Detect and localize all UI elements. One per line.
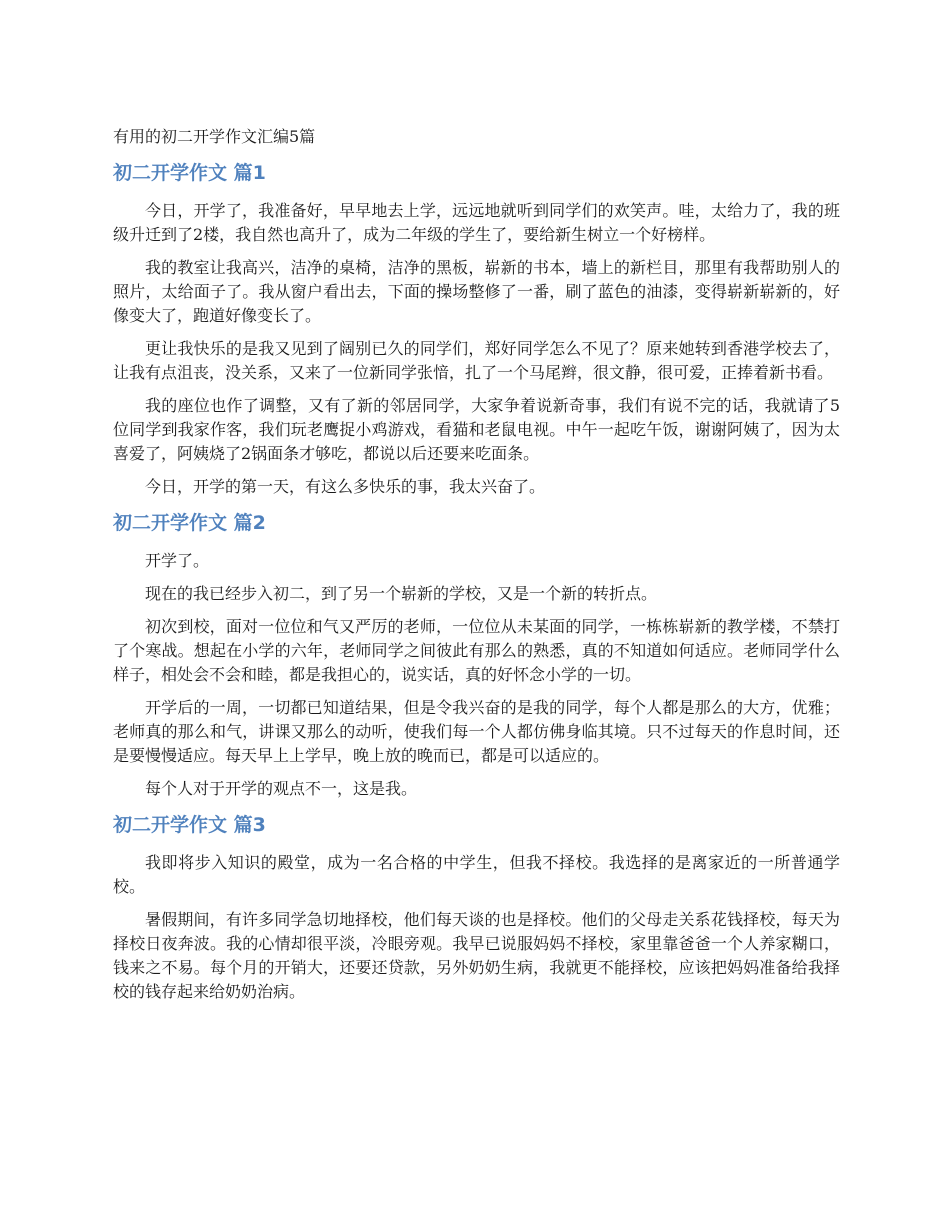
paragraph: 今日，开学了，我准备好，早早地去上学，远远地就听到同学们的欢笑声。哇，太给力了，我的班级升迁到了2楼，我自然也高升了，成为二年级的学生了，要给新生树立一个好榜样。 (113, 201, 840, 244)
paragraph: 暑假期间，有许多同学急切地择校，他们每天谈的也是择校。他们的父母走关系花钱择校，每天为择校日夜奔波。我的心情却很平淡，冷眼旁观。我早已说服妈妈不择校，家里靠爸爸一个人养家糊口，钱来之不易。每个月的开销大，还要还贷款，另外奶奶生病，我就更不能择校，应该把妈妈准备给我择校的钱存起来给奶奶治病。 (113, 910, 840, 1001)
document-page (113, 124, 840, 1015)
paragraph: 今日，开学的第一天，有这么多快乐的事，我太兴奋了。 (145, 477, 546, 496)
paragraph: 更让我快乐的是我又见到了阔别已久的同学们，郑好同学怎么不见了？原来她转到香港学校去了，让我有点沮丧，没关系，又来了一位新同学张愔，扎了一个马尾辫，很文静，很可爱，正捧着新书看。 (113, 339, 840, 382)
paragraph: 我即将步入知识的殿堂，成为一名合格的中学生，但我不择校。我选择的是离家近的一所普通学校。 (113, 853, 840, 896)
section-heading: 初二开学作文 篇2 (113, 512, 266, 534)
paragraph: 每个人对于开学的观点不一，这是我。 (145, 779, 418, 798)
section-heading: 初二开学作文 篇1 (113, 162, 266, 184)
paragraph: 我的教室让我高兴，洁净的桌椅，洁净的黑板，崭新的书本，墙上的新栏目，那里有我帮助别人的照片，太给面子了。我从窗户看出去，下面的操场整修了一番，刷了蓝色的油漆，变得崭新崭新的，好像变大了，跑道好像变长了。 (113, 258, 840, 325)
section-2 (113, 510, 840, 801)
section-1 (113, 160, 840, 499)
section-heading: 初二开学作文 篇3 (113, 814, 266, 836)
paragraph: 开学了。 (145, 551, 210, 570)
document-title: 有用的初二开学作文汇编5篇 (113, 127, 316, 146)
paragraph: 现在的我已经步入初二，到了另一个崭新的学校，又是一个新的转折点。 (145, 584, 658, 603)
paragraph: 开学后的一周，一切都已知道结果，但是令我兴奋的是我的同学，每个人都是那么的大方，优雅；老师真的那么和气，讲课又那么的动听，使我们每一个人都仿佛身临其境。只不过每天的作息时间，还是要慢慢适应。每天早上上学早，晚上放的晚而已，都是可以适应的。 (113, 698, 840, 765)
paragraph: 初次到校，面对一位位和气又严厉的老师，一位位从未某面的同学，一栋栋崭新的教学楼，不禁打了个寒战。想起在小学的六年，老师同学之间彼此有那么的熟悉，真的不知道如何适应。老师同学什么样子，相处会不会和睦，都是我担心的，说实话，真的好怀念小学的一切。 (113, 617, 840, 684)
section-3 (113, 812, 840, 1004)
paragraph: 我的座位也作了调整，又有了新的邻居同学，大家争着说新奇事，我们有说不完的话，我就请了5位同学到我家作客，我们玩老鹰捉小鸡游戏，看猫和老鼠电视。中午一起吃午饭，谢谢阿姨了，因为太喜爱了，阿姨烧了2锅面条才够吃，都说以后还要来吃面条。 (113, 396, 840, 463)
